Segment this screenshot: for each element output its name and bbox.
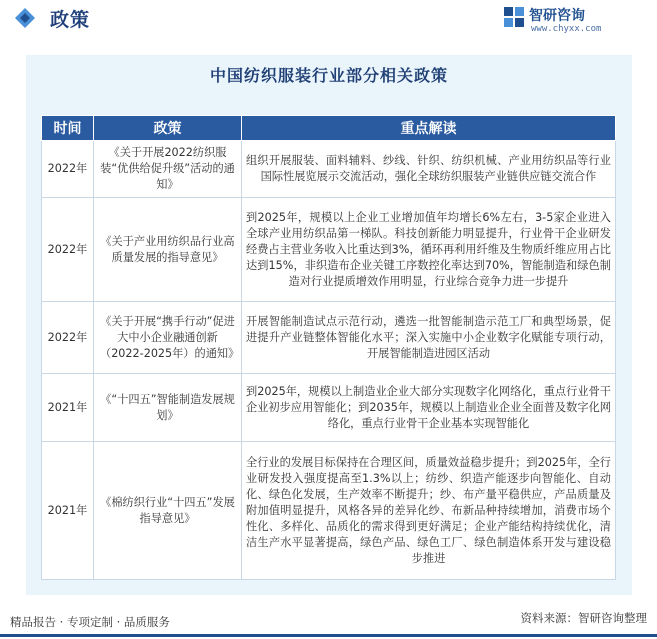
cell-time: 2021年 xyxy=(42,374,94,442)
cell-policy: 《关于开展“携手行动”促进大中小企业融通创新（2022-2025年）的通知》 xyxy=(94,302,242,374)
diamond-icon xyxy=(14,7,36,29)
cell-policy: 《关于产业用纺织品行业高质量发展的指导意见》 xyxy=(94,198,242,302)
table-row xyxy=(42,198,616,302)
table-header-row xyxy=(42,116,616,141)
footer-tagline: 精品报告 · 专项定制 · 品质服务 xyxy=(10,615,170,629)
column-header-policy: 政策 xyxy=(94,116,242,141)
table-row xyxy=(42,141,616,198)
table-row xyxy=(42,442,616,580)
table-title: 中国纺织服装行业部分相关政策 xyxy=(209,66,448,85)
footer-divider xyxy=(0,634,657,637)
table-row xyxy=(42,374,616,442)
brand-url: www.chyxx.com xyxy=(531,24,602,34)
brand-logo-icon xyxy=(503,6,525,28)
brand-logo xyxy=(503,4,643,38)
brand-name: 智研咨询 xyxy=(529,8,585,24)
footer xyxy=(0,604,657,639)
cell-time: 2022年 xyxy=(42,141,94,198)
policy-table xyxy=(41,115,616,580)
cell-points: 到2025年，规模以上制造业企业大部分实现数字化网络化，重点行业骨干企业初步应用智能化；到2035年，规模以上制造业企业全面普及数字化网络化，重点行业骨干企业基本实现智能化 xyxy=(242,374,616,442)
column-header-time: 时间 xyxy=(42,116,94,141)
cell-points: 组织开展服装、面料辅料、纱线、针织、纺织机械、产业用纺织品等行业国际性展览展示交流活动，强化全球纺织服装产业链供应链交流合作 xyxy=(242,141,616,198)
section-title: 政策 xyxy=(50,9,91,31)
footer-source: 资料来源：智研咨询整理 xyxy=(520,611,647,625)
cell-time: 2022年 xyxy=(42,198,94,302)
column-header-points: 重点解读 xyxy=(242,116,616,141)
cell-time: 2021年 xyxy=(42,442,94,580)
top-bar xyxy=(0,0,657,38)
cell-policy: 《关于开展2022纺织服装“优供给促升级”活动的通知》 xyxy=(94,141,242,198)
policy-panel xyxy=(26,55,632,595)
cell-points: 开展智能制造试点示范行动，遴选一批智能制造示范工厂和典型场景，促进提升产业链整体智能化水平；深入实施中小企业数字化赋能专项行动，开展智能制造进园区活动 xyxy=(242,302,616,374)
table-row xyxy=(42,302,616,374)
cell-points: 全行业的发展目标保持在合理区间，质量效益稳步提升；到2025年，全行业研发投入强度提高至1.3%以上；纺纱、织造产能逐步向智能化、自动化、绿色化发展，生产效率不断提升；纱、布产量平稳供应，产品质量及附加值明显提升，风格各异的差异化纱、布新品种持续增加，消费市场个性化、多样化、品质化的需求得到更好满足；企业产能结构持续优化，清洁生产水平显著提高，绿色产品、绿色工厂、绿色制造体系开发与建设稳步推进 xyxy=(242,442,616,580)
cell-policy: 《“十四五”智能制造发展规划》 xyxy=(94,374,242,442)
cell-policy: 《棉纺织行业“十四五”发展指导意见》 xyxy=(94,442,242,580)
cell-time: 2022年 xyxy=(42,302,94,374)
cell-points: 到2025年，规模以上企业工业增加值年均增长6%左右，3-5家企业进入全球产业用纺织品第一梯队。科技创新能力明显提升，行业骨干企业研发经费占主营业务收入比重达到3%，循环再利用纤维及生物质纤维应用占比达到15%，非织造布企业关键工序数控化率达到70%，智能制造和绿色制造对行业提质增效作用明显，行业综合竞争力进一步提升 xyxy=(242,198,616,302)
